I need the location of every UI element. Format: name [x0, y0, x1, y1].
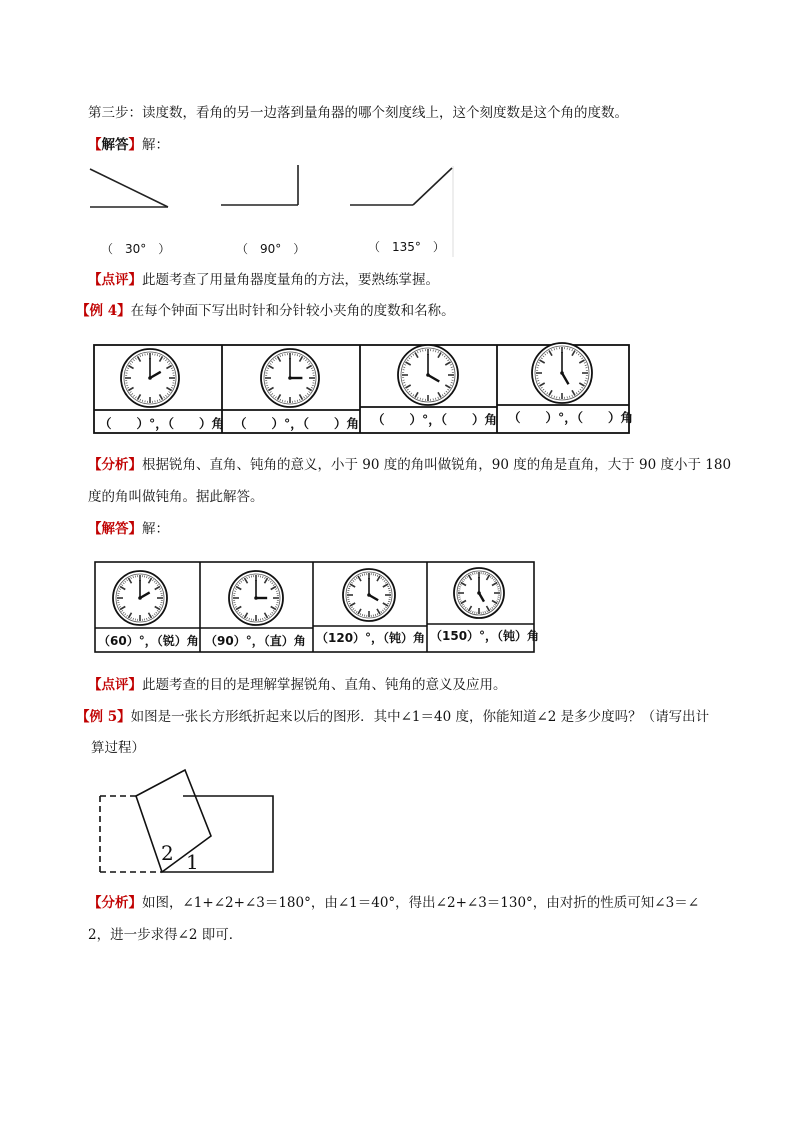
answer-label	[88, 136, 169, 154]
ex5-tag: 【例 5】	[76, 709, 131, 725]
blank-label-4: （ ）°，（ ）角	[508, 410, 634, 425]
analysis-line2: 度的角叫做钝角。据此解答。	[88, 489, 264, 505]
answer-bracket-close: 】	[128, 137, 142, 153]
hour-hand	[428, 375, 439, 382]
answer2-text: 解：	[142, 521, 169, 537]
review2	[88, 676, 507, 694]
blank-clock-3	[398, 345, 458, 405]
answer2	[88, 520, 169, 538]
answer-tag: 解答	[101, 137, 129, 153]
angle-135-ray	[413, 168, 452, 205]
hour-hand	[562, 373, 569, 384]
ex4-text: 在每个钟面下写出时针和分针较小夹角的度数和名称。	[130, 303, 455, 319]
angle-90-answer: （ 90° ）	[236, 242, 306, 256]
answer2-tag: 【解答】	[88, 521, 142, 537]
ex4-tag: 【例 4】	[76, 303, 131, 319]
answer-clock-1	[113, 571, 167, 625]
blank-clock-1	[121, 349, 179, 407]
example4	[76, 302, 455, 320]
review2-tag: 【点评】	[88, 677, 142, 693]
answer-label-4: （150）°，（钝）角	[430, 629, 540, 643]
angle-30-answer: （ 30° ）	[101, 242, 171, 256]
hour-hand	[150, 372, 161, 378]
answer-label-2: （90）°，（直）角	[205, 634, 306, 648]
step3-text: 第三步：读度数，看角的另一边落到量角器的哪个刻度线上，这个刻度数是这个角的度数。	[88, 105, 628, 121]
review2-text: 此题考查的目的是理解掌握锐角、直角、钝角的意义及应用。	[142, 677, 507, 693]
ex5-text1: 如图是一张长方形纸折起来以后的图形．其中∠1＝40 度，你能知道∠2 是多少度吗？（请写出计	[130, 709, 710, 725]
blank-label-3: （ ）°，（ ）角	[372, 412, 498, 427]
analysis-tag: 【分析】	[88, 457, 142, 473]
fold-angle-2-label: 2	[161, 841, 174, 865]
fold-angle-1-label: 1	[186, 850, 199, 874]
answer-bracket-open: 【	[88, 137, 102, 153]
answer-clock-2	[229, 571, 283, 625]
answer-clock-3	[343, 569, 395, 621]
analysis2-line2: 2，进一步求得∠2 即可．	[88, 927, 243, 943]
hour-hand	[479, 593, 484, 602]
example5-line2: 算过程）	[91, 740, 145, 756]
analysis-line1	[88, 456, 731, 474]
hour-hand	[140, 592, 150, 598]
blank-label-1: （ ）°，（ ）角	[99, 416, 225, 431]
hour-hand	[369, 595, 378, 600]
answer-label-3: （120）°，（钝）角	[316, 631, 426, 645]
review1	[88, 271, 439, 289]
blank-clock-4	[532, 343, 592, 403]
analysis2-text1: 如图，∠1+∠2+∠3＝180°，由∠1＝40°，得出∠2+∠3＝130°，由对折的性质可知∠3＝∠	[142, 895, 700, 911]
blank-label-2: （ ）°，（ ）角	[234, 416, 360, 431]
analysis2-line1	[88, 894, 699, 912]
review1-tag: 【点评】	[88, 272, 142, 288]
angle-30-ray	[90, 169, 168, 207]
blank-clock-2	[261, 349, 319, 407]
review1-text: 此题考查了用量角器度量角的方法，要熟练掌握。	[142, 272, 439, 288]
answer-clock-4	[454, 568, 504, 618]
analysis-text1: 根据锐角、直角、钝角的意义，小于 90 度的角叫做锐角，90 度的角是直角，大于 90 度小于 180	[142, 457, 732, 473]
answer-label-1: （60）°，（锐）角	[98, 634, 199, 648]
angle-135-answer: （ 135° ）	[368, 240, 445, 254]
answer-jie: 解：	[142, 137, 169, 153]
analysis2-tag: 【分析】	[88, 895, 142, 911]
example5-line1	[76, 708, 709, 726]
